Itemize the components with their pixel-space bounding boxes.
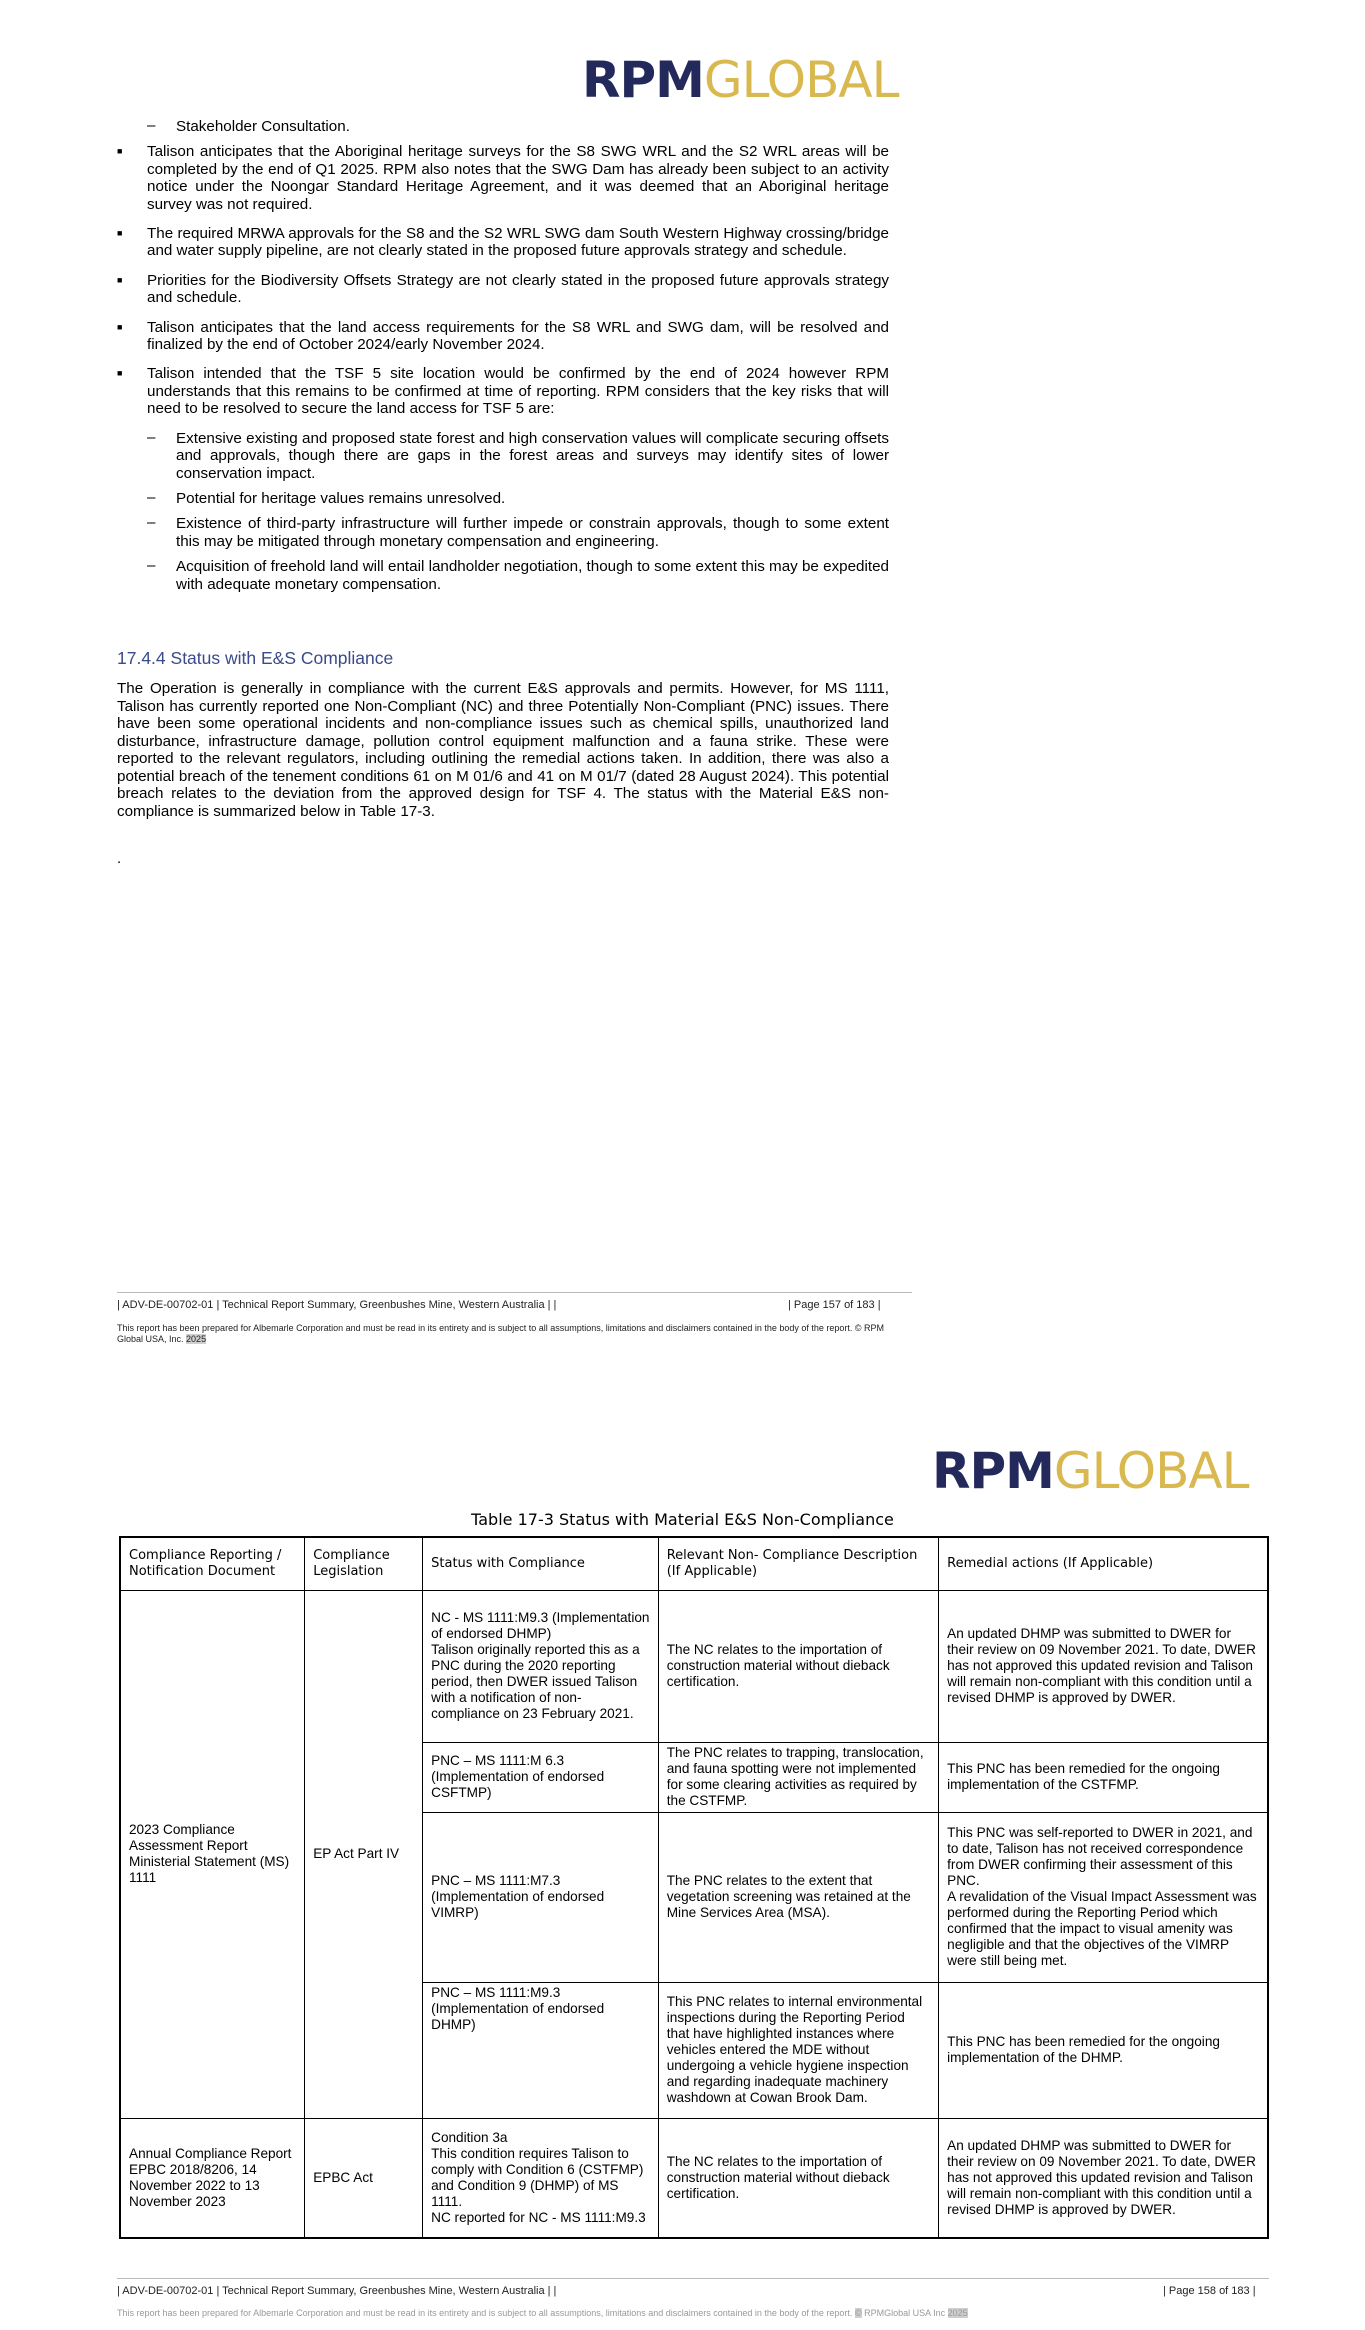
description-cell: The PNC relates to the extent that vegetation screening was retained at the Mine Services Area (MSA).	[658, 1812, 938, 1982]
remedy-cell: This PNC was self-reported to DWER in 2021, and to date, Talison has not received correspondence from DWER confirming their assessment of this PNC. A revalidation of the Visual Impact Assessment was performed during the Reporting Period which confirmed that the impact to visual amenity was negligible and that the objectives of the VIMRP were still being met.	[939, 1812, 1268, 1982]
dash-marker: –	[147, 488, 156, 506]
table-row	[120, 2118, 1268, 2238]
document-cell: Annual Compliance Report EPBC 2018/8206, 14 November 2022 to 13 November 2023	[120, 2118, 305, 2238]
dash-item: – Stakeholder Consultation.	[147, 117, 350, 135]
footer-disclaimer: This report has been prepared for Albemarle Corporation and must be read in its entirety and is subject to all assumptions, limitations and disclaimers contained in the body of the report. © RPMGlobal USA Inc 2025	[117, 2308, 968, 2318]
status-cell: Condition 3a This condition requires Talison to comply with Condition 6 (CSTFMP) and Condition 9 (DHMP) of MS 1111. NC reported for NC - MS 1111:M9.3	[423, 2118, 659, 2238]
bullet-list	[117, 118, 889, 601]
description-cell: The NC relates to the importation of construction material without dieback certification.	[658, 1590, 938, 1742]
remedy-cell: An updated DHMP was submitted to DWER for their review on 09 November 2021. To date, DWER has not approved this updated revision and Talison will remain non-compliant with this condition until a revised DHMP is approved by DWER.	[939, 1590, 1268, 1742]
dash-item: – Extensive existing and proposed state forest and high conservation values will complicate securing offsets and approvals, though there are gaps in the forest areas and surveys may identify sites of lower conservation impact.	[147, 428, 889, 482]
remedy-cell: This PNC has been remedied for the ongoing implementation of the CSTFMP.	[939, 1742, 1268, 1812]
bullet-item: ■ The required MRWA approvals for the S8 and the S2 WRL SWG dam South Western Highway crossing/bridge and water supply pipeline, are not clearly stated in the proposed future approvals strategy and schedule.	[117, 225, 889, 260]
dash-marker: –	[147, 557, 156, 575]
document-cell: 2023 Compliance Assessment Report Ministerial Statement (MS) 1111	[120, 1590, 305, 2118]
status-cell: NC - MS 1111:M9.3 (Implementation of endorsed DHMP) Talison originally reported this as a PNC during the 2020 reporting period, then DWER issued Talison with a notification of non-compliance on 23 February 2021.	[423, 1590, 659, 1742]
status-cell: PNC – MS 1111:M9.3 (Implementation of endorsed DHMP)	[423, 1982, 659, 2118]
dash-marker: –	[147, 117, 156, 134]
description-cell: The PNC relates to trapping, translocation, and fauna spotting were not implemented for some clearing activities as required by the CSTFMP.	[658, 1742, 938, 1812]
rpm-global-logo: RPMGLOBAL	[582, 51, 899, 109]
square-bullet-icon: ■	[117, 228, 123, 239]
table-row	[120, 1590, 1268, 1742]
dash-item: – Potential for heritage values remains unresolved.	[147, 488, 506, 507]
description-cell: This PNC relates to internal environmental inspections during the Reporting Period that have highlighted instances where vehicles entered the MDE without undergoing a vehicle hygiene inspection and regarding inadequate machinery washdown at Cowan Brook Dam.	[658, 1982, 938, 2118]
dash-marker: –	[147, 428, 156, 446]
dash-item: – Acquisition of freehold land will entail landholder negotiation, though to some extent this may be expedited with adequate monetary compensation.	[147, 557, 889, 593]
footer-disclaimer: This report has been prepared for Albemarle Corporation and must be read in its entirety and is subject to all assumptions, limitations and disclaimers contained in the body of the report. © RPM Global USA, Inc. 2025	[117, 1323, 885, 1344]
remedy-cell: This PNC has been remedied for the ongoing implementation of the DHMP.	[939, 1982, 1268, 2118]
square-bullet-icon: ■	[117, 321, 123, 332]
footer-page-number: | Page 157 of 183 |	[788, 1299, 881, 1311]
description-cell: The NC relates to the importation of construction material without dieback certification.	[658, 2118, 938, 2238]
footer-doc-info: | ADV-DE-00702-01 | Technical Report Summary, Greenbushes Mine, Western Australia | |	[117, 1299, 557, 1311]
compliance-paragraph: The Operation is generally in compliance with the current E&S approvals and permits. However, for MS 1111, Talison has currently reported one Non-Compliant (NC) and three Potentially Non-Compliant (PNC) issues. There have been some operational incidents and non-compliance issues such as chemical spills, unauthorized land disturbance, infrastructure damage, pollution control equipment malfunction and a fauna strike. These were reported to the relevant regulators, including outlining the remedial actions taken. In addition, there was also a potential breach of the tenement conditions 61 on M 01/6 and 41 on M 01/7 (dated 28 August 2024). This potential breach relates to the deviation from the approved design for TSF 4. The status with the Material E&S non-compliance is summarized below in Table 17-3.	[117, 680, 889, 820]
column-header: Relevant Non- Compliance Description (If Applicable)	[658, 1537, 938, 1590]
footer-divider	[117, 2278, 1269, 2279]
status-cell: PNC – MS 1111:M 6.3 (Implementation of endorsed CSFTMP)	[423, 1742, 659, 1812]
stray-dot: .	[117, 850, 122, 867]
square-bullet-icon: ■	[117, 274, 123, 285]
bullet-item: ■ Talison anticipates that the land access requirements for the S8 WRL and SWG dam, will be resolved and finalized by the end of October 2024/early November 2024.	[117, 318, 889, 354]
dash-item: – Existence of third-party infrastructure will further impede or constrain approvals, though to some extent this may be mitigated through monetary compensation and engineering.	[147, 514, 889, 550]
column-header: Compliance Legislation	[305, 1537, 423, 1590]
footer-doc-info: | ADV-DE-00702-01 | Technical Report Summary, Greenbushes Mine, Western Australia | |	[117, 2285, 557, 2297]
bullet-item: ■ Priorities for the Biodiversity Offsets Strategy are not clearly stated in the proposed future approvals strategy and schedule.	[117, 271, 889, 307]
table-caption: Table 17-3 Status with Material E&S Non-Compliance	[471, 1510, 894, 1529]
noncompliance-table	[119, 1536, 1269, 2239]
square-bullet-icon: ■	[117, 368, 123, 379]
column-header: Compliance Reporting / Notification Document	[120, 1537, 305, 1590]
bullet-item: ■ Talison anticipates that the Aboriginal heritage surveys for the S8 SWG WRL and the S2 WRL areas will be completed by the end of Q1 2025. RPM also notes that the SWG Dam has already been subject to an activity notice under the Noongar Standard Heritage Agreement, and it was deemed that an Aboriginal heritage survey was not required.	[117, 143, 889, 213]
rpm-global-logo: RPMGLOBAL	[932, 1442, 1249, 1500]
section-heading: 17.4.4 Status with E&S Compliance	[117, 648, 394, 668]
status-cell: PNC – MS 1111:M7.3 (Implementation of endorsed VIMRP)	[423, 1812, 659, 1982]
column-header: Status with Compliance	[423, 1537, 659, 1590]
footer-page-number: | Page 158 of 183 |	[1163, 2285, 1256, 2297]
legislation-cell: EPBC Act	[305, 2118, 423, 2238]
legislation-cell: EP Act Part IV	[305, 1590, 423, 2118]
page-158	[0, 1370, 1365, 2330]
column-header: Remedial actions (If Applicable)	[939, 1537, 1268, 1590]
table-header-row	[120, 1537, 1268, 1590]
footer-divider	[117, 1292, 912, 1293]
bullet-item: ■ Talison intended that the TSF 5 site location would be confirmed by the end of 2024 however RPM understands that this remains to be confirmed at time of reporting. RPM considers that the key risks that will need to be resolved to secure the land access for TSF 5 are:	[117, 365, 889, 418]
square-bullet-icon: ■	[117, 146, 123, 157]
remedy-cell: An updated DHMP was submitted to DWER for their review on 09 November 2021. To date, DWER has not approved this updated revision and Talison will remain non-compliant with this condition until a revised DHMP is approved by DWER.	[939, 2118, 1268, 2238]
dash-marker: –	[147, 514, 156, 532]
